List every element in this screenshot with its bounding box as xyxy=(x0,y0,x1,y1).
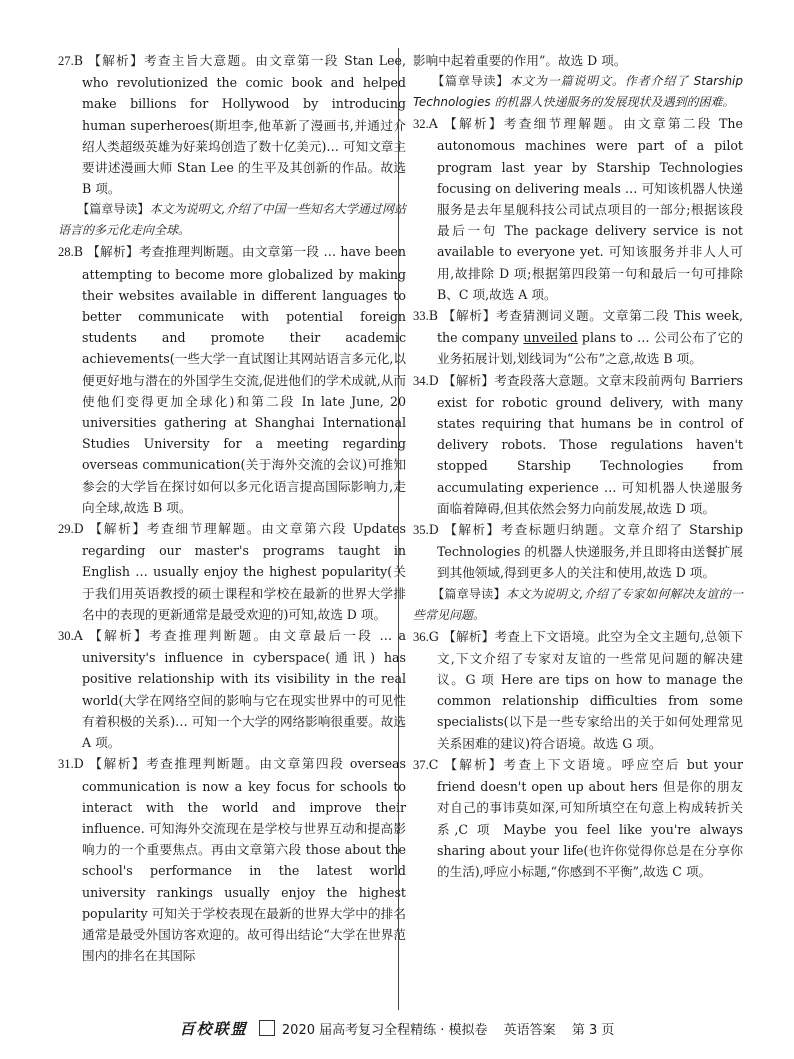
answer-text: B 【解析】考查推理判断题。由文章第一段 … have been attempting to become more globalized by making their websites available in different languages to better communicate with potential foreign students and promote their academic achievements(一些大学一直试图让其网站语言多元化,以便更好地与潜在的外国学生交流,促进他们的学术成就,从而使他们变得更加全球化)和第二段 In late June, 20 universities gathering at Shanghai International Studies University for a meeting regarding overseas communication(关于海外交流的会议)可推知参会的大学旨在探讨如何以多元化语言提高国际影响力,走向全球,故选 B 项。 xyxy=(73,244,406,515)
answer-text: A 【解析】考查推理判断题。由文章最后一段 … a university's influence in cyberspace(通讯) has positive relationship with its visibility in the real world(大学在网络空间的影响与它在现实世界中的可见性有着积极的关系)… 可知一个大学的网络影响很重要。故选 A 项。 xyxy=(73,628,406,751)
answer-text: D 【解析】考查细节理解题。由文章第六段 Updates regarding our master's programs taught in English … usually enjoy the highest popularity(关于我们用英语教授的硕士课程和学校在最新的世界大学排名中的表现的更新通常是最受欢迎的)可知,故选 D 项。 xyxy=(73,521,406,622)
column-divider xyxy=(398,48,399,1010)
guide-tag: 【篇章导读】 xyxy=(432,586,506,601)
answer-item xyxy=(58,625,406,753)
brand-logo-icon xyxy=(259,1020,275,1036)
page-footer xyxy=(0,1018,794,1039)
guide-text: 本文为说明文,介绍了中国一些知名大学通过网站语言的多元化走向全球。 xyxy=(58,202,406,238)
answer-text: G 【解析】考查上下文语境。此空为全文主题句,总领下文,下文介绍了专家对友谊的一些常见问题的解决建议。G 项 Here are tips on how to manage the common relationship difficulties from some specialists(以下是一些专家给出的关于如何处理常见关系困难的建议)符合语境。故选 G 项。 xyxy=(428,628,743,751)
answer-number: 29. xyxy=(58,522,74,537)
footer-title: 2020 届高考复习全程精练 · 模拟卷 xyxy=(281,1023,488,1038)
answer-number: 28. xyxy=(58,245,74,260)
answer-text: D 【解析】考查标题归纳题。文章介绍了 Starship Technologies 的机器人快递服务,并且即将由送餐扩展到其他领域,得到更多人的关注和使用,故选 D 项。 xyxy=(428,522,743,581)
answer-number: 35. xyxy=(413,523,429,538)
underlined-word: unveiled xyxy=(523,330,578,346)
answer-item xyxy=(413,519,743,584)
answer-item xyxy=(413,113,743,305)
passage-guide xyxy=(413,584,743,626)
answer-item xyxy=(413,370,743,519)
answer-text: D 【解析】考查段落大意题。文章末段前两句 Barriers exist for robotic ground delivery, with many states requiring that humans be in control of delivery robots. Those regulations haven't stopped Starship Technologies from accumulating experience … 可知机器人快递服务面临着障碍,但其依然会努力向前发展,故选 D 项。 xyxy=(428,372,743,516)
answer-number: 27. xyxy=(58,54,74,68)
guide-text: 本文为一篇说明文。作者介绍了 Starship Technologies 的机器人快递服务的发展现状及遇到的困难。 xyxy=(413,74,743,110)
answer-number: 30. xyxy=(58,629,74,644)
answer-item xyxy=(58,50,406,199)
answer-item xyxy=(413,305,743,370)
continued-text: 影响中起着重要的作用”。故选 D 项。 xyxy=(413,53,627,68)
answer-number: 34. xyxy=(413,373,429,388)
answer-number: 31. xyxy=(58,757,74,772)
guide-tag: 【篇章导读】 xyxy=(77,202,150,217)
answer-number: 37. xyxy=(413,757,429,772)
answer-item xyxy=(413,754,743,882)
left-column xyxy=(58,50,406,966)
answer-text-continued: plans to … 公司公布了它的业务拓展计划,划线词为“公布”之意,故选 B 项。 xyxy=(437,330,743,367)
answer-item xyxy=(58,241,406,518)
answer-text: D 【解析】考查推理判断题。由文章第四段 overseas communication is now a key focus for schools to interact with the world and improve their influence. 可知海外交流现在是学校与世界互动和提高影响力的一个重要焦点。再由文章第六段 those about the school's performance in the latest world university rankings usually enjoy the highest popularity 可知关于学校表现在最新的世界大学中的排名通常是最受外国访客欢迎的。故可得出结论“大学在世界范围内的排名在其国际 xyxy=(73,756,406,964)
guide-text: 本文为说明文,介绍了专家如何解决友谊的一些常见问题。 xyxy=(413,586,743,622)
answer-text: A 【解析】考查细节理解题。由文章第二段 The autonomous machines were part of a pilot program last year by Starship Technologies focusing on delivering meals … 可知该机器人快递服务是去年星舰科技公司试点项目的一部分;根据该段最后一句 The package delivery service is not available to everyone yet. 可知该服务并非人人可用,故排除 D 项;根据第四段第一句和最后一句可排除 B、C 项,故选 A 项。 xyxy=(428,116,743,302)
answer-number: 36. xyxy=(413,629,429,644)
answer-item xyxy=(58,753,406,966)
answer-item xyxy=(58,518,406,625)
answer-item xyxy=(413,626,743,754)
guide-tag: 【篇章导读】 xyxy=(432,74,510,89)
footer-brand: 百校联盟 xyxy=(179,1020,248,1038)
answer-text: B 【解析】考查猜测词义题。文章第二段 This week, the company xyxy=(428,308,743,346)
answer-number: 32. xyxy=(413,117,429,132)
answer-text: B 【解析】考查主旨大意题。由文章第一段 Stan Lee, who revolutionized the comic book and helped make billions for Hollywood by introducing human superheroes(斯坦李,他革新了漫画书,并通过介绍人类超级英雄为好莱坞创造了数十亿美元)… 可知文章主要讲述漫画大师 Stan Lee 的生平及其创新的作品。故选 B 项。 xyxy=(73,53,406,197)
passage-guide xyxy=(58,199,406,241)
answer-text: C 【解析】考查上下文语境。呼应空后 but your friend doesn't open up about hers 但是你的朋友对自己的事讳莫如深,可知所填空在句意上构成转折关系,C 项 Maybe you feel like you're always sharing about your life(也许你觉得你总是在分享你的生活),呼应小标题,“你感到不平衡”,故选 C 项。 xyxy=(428,756,743,879)
footer-page-number: 第 3 页 xyxy=(571,1023,615,1038)
right-column xyxy=(413,50,743,882)
answer-number: 33. xyxy=(413,309,429,324)
footer-subject: 英语答案 xyxy=(503,1023,556,1038)
passage-guide xyxy=(413,71,743,113)
